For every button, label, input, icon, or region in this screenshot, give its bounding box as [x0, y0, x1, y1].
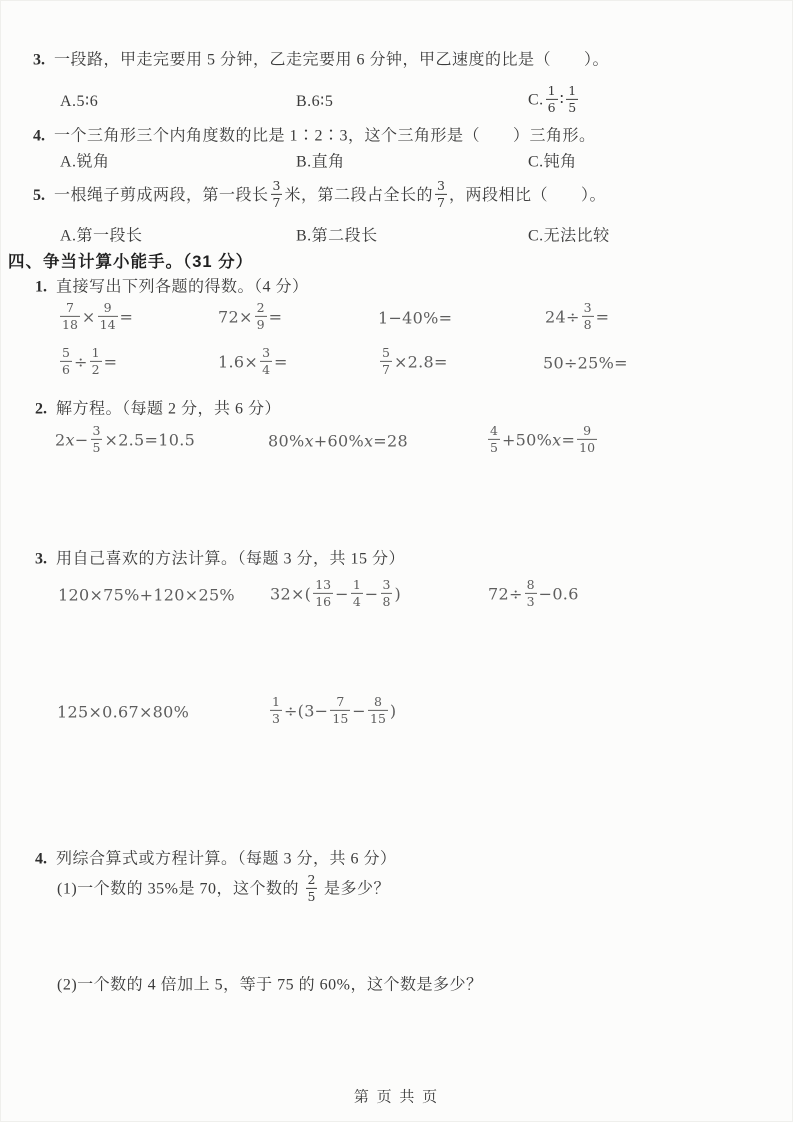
fraction: $\frac{5}{7}$ [382, 344, 390, 377]
calc-expression: $\frac{7}{18}$ × $\frac{9}{14}$ = [62, 299, 134, 332]
fraction: $\frac{9}{14}$ [99, 299, 116, 332]
fraction: $\frac{3}{8}$ [382, 576, 391, 609]
section-heading: 四、争当计算小能手。（31 分） [8, 253, 254, 271]
fraction: $\frac{4}{5}$ [490, 422, 498, 455]
calc-expression: 24÷ $\frac{3}{8}$ = [545, 299, 610, 332]
fraction: $\frac{2}{5}$ [307, 871, 316, 904]
question-5-text: 一根绳子剪成两段，第一段长 $\frac{3}{7}$ 米，第二段占全长的 $\frac{3}{7}$ ，两段相比（ ）。 [54, 177, 606, 210]
fraction: $\frac{1}{6}$ [547, 82, 556, 115]
question-4-text: 一个三角形三个内角度数的比是 1∶2∶3，这个三角形是（ ）三角形。 [54, 127, 596, 145]
fraction: $\frac{3}{7}$ [272, 177, 281, 210]
fraction: $\frac{3}{8}$ [583, 299, 592, 332]
question-3-text: 一段路，甲走完要用 5 分钟，乙走完要用 6 分钟，甲乙速度的比是（ ）。 [54, 51, 610, 69]
question-5-option-a: A.第一段长 [60, 227, 143, 245]
subquestion-4-number: 4. [35, 850, 47, 868]
calc-expression: 1.6× $\frac{3}{4}$ = [218, 344, 288, 377]
question-3-option-b: B.6∶5 [296, 93, 334, 110]
subquestion-4-text: 列综合算式或方程计算。（每题 3 分，共 6 分） [56, 850, 397, 868]
question-4-option-a: A.锐角 [60, 153, 110, 171]
question-4-number: 4. [33, 127, 45, 145]
fraction: $\frac{7}{15}$ [332, 693, 349, 726]
calc-expression: $\frac{5}{7}$ ×2.8= [382, 344, 448, 377]
fraction: $\frac{3}{5}$ [92, 422, 101, 455]
question-3 [33, 47, 609, 70]
fraction: $\frac{1}{5}$ [568, 82, 577, 115]
fraction: $\frac{13}{16}$ [315, 576, 332, 609]
subquestion-3-text: 用自己喜欢的方法计算。（每题 3 分，共 15 分） [56, 550, 406, 568]
subquestion-4-title [35, 846, 397, 869]
math-variable: x [65, 430, 75, 450]
question-5-option-c: C.无法比较 [528, 227, 610, 245]
subquestion-2-text: 解方程。（每题 2 分，共 6 分） [56, 400, 282, 418]
fraction: $\frac{8}{3}$ [526, 576, 535, 609]
question-3-option-c: C. $\frac{1}{6}$ ∶ $\frac{1}{5}$ [528, 82, 577, 115]
subquestion-3-title [35, 546, 405, 569]
subquestion-2-number: 2. [35, 400, 47, 418]
calc-expression: $\frac{1}{3}$ ÷(3− $\frac{7}{15}$ − $\frac{8}{15}$ ) [272, 693, 397, 726]
subquestion-3-number: 3. [35, 550, 47, 568]
fraction: $\frac{3}{7}$ [436, 177, 445, 210]
calc-expression: 50÷25%= [543, 353, 628, 373]
subquestion-1-text: 直接写出下列各题的得数。（4 分） [56, 278, 309, 296]
subquestion-2-title [35, 396, 281, 419]
fraction: $\frac{9}{10}$ [579, 422, 596, 455]
question-5 [33, 177, 606, 212]
question-4-option-c: C.钝角 [528, 153, 577, 171]
problem-part-2: (2)一个数的 4 倍加上 5，等于 75 的 60%，这个数是多少？ [57, 976, 483, 994]
question-4 [33, 123, 596, 146]
calc-expression: 125×0.67×80% [57, 702, 190, 722]
question-3-option-a: A.5∶6 [60, 93, 99, 110]
fraction: $\frac{1}{2}$ [91, 344, 100, 377]
fraction: $\frac{3}{4}$ [262, 344, 271, 377]
equation: 80%x+60%x=28 [268, 431, 408, 451]
fraction: $\frac{1}{4}$ [352, 576, 361, 609]
math-variable: x [363, 431, 374, 451]
equation: $\frac{4}{5}$ +50%x= $\frac{9}{10}$ [490, 422, 596, 455]
math-variable: x [552, 430, 562, 450]
fraction: $\frac{8}{15}$ [370, 693, 386, 726]
calc-expression: 72× $\frac{2}{9}$ = [218, 299, 283, 332]
subquestion-1-number: 1. [35, 278, 47, 296]
math-variable: x [304, 431, 314, 451]
calc-expression: 72÷ $\frac{8}{3}$ −0.6 [488, 576, 579, 609]
calc-expression: 32×( $\frac{13}{16}$ − $\frac{1}{4}$ − $\frac{3}{8}$ ) [270, 576, 402, 609]
fraction: $\frac{5}{6}$ [62, 344, 70, 377]
calc-expression: $\frac{5}{6}$ ÷ $\frac{1}{2}$ = [62, 344, 118, 377]
fraction: $\frac{7}{18}$ [62, 299, 78, 332]
question-3-number: 3. [33, 51, 45, 69]
question-4-option-b: B.直角 [296, 153, 345, 171]
calc-expression: 1−40%= [378, 308, 453, 328]
question-5-number: 5. [33, 186, 45, 204]
fraction: $\frac{1}{3}$ [272, 693, 280, 726]
calc-expression: 120×75%+120×25% [58, 585, 235, 605]
subquestion-1-title [35, 274, 309, 297]
page-footer: 第 页 共 页 [353, 1089, 440, 1106]
question-5-option-b: B.第二段长 [296, 227, 378, 245]
fraction: $\frac{2}{9}$ [256, 299, 265, 332]
equation: 2x− $\frac{3}{5}$ ×2.5=10.5 [55, 422, 196, 455]
problem-part-1: (1)一个数的 35%是 70，这个数的 $\frac{2}{5}$ 是多少？ [57, 871, 390, 904]
